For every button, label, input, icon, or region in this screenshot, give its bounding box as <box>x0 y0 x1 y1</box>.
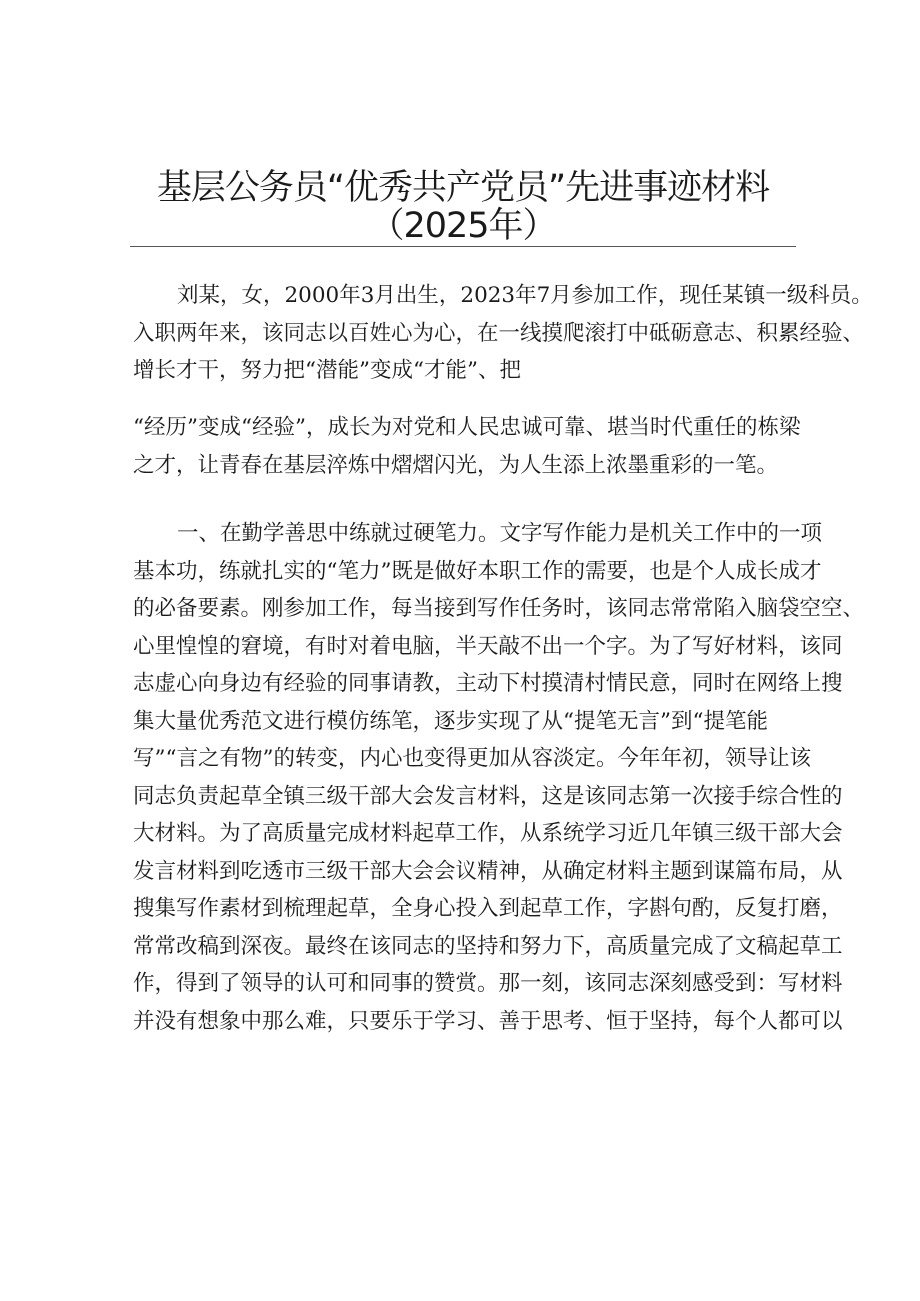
paragraph-line: 一、在勤学善思中练就过硬笔力。文字写作能力是机关工作中的一项 <box>177 521 823 546</box>
document-title-year: （2025年） <box>369 206 557 246</box>
paragraph-line: 的必备要素。刚参加工作，每当接到写作任务时，该同志常常陷入脑袋空空、 <box>133 596 865 621</box>
paragraph-line: 搜集写作素材到梳理起草，全身心投入到起草工作，字斟句酌，反复打磨， <box>133 896 843 921</box>
paragraph-line: 入职两年来，该同志以百姓心为心，在一线摸爬滚打中砥砺意志、积累经验、 <box>133 320 865 346</box>
paragraph-line: 同志负责起草全镇三级干部大会发言材料，这是该同志第一次接手综合性的 <box>133 783 843 809</box>
paragraph-line: 写”“言之有物”的转变，内心也变得更加从容淡定。今年年初，领导让该 <box>133 746 811 771</box>
paragraph-line: 发言材料到吃透市三级干部大会会议精神，从确定材料主题到谋篇布局，从 <box>133 858 843 884</box>
document-title: 基层公务员“优秀共产党员”先进事迹材料 <box>156 168 770 208</box>
paragraph-line: 增长才干，努力把“潜能”变成“才能”、把 <box>133 358 521 383</box>
title-divider <box>130 246 796 247</box>
paragraph-line: 志虚心向身边有经验的同事请教，主动下村摸清村情民意，同时在网络上搜 <box>133 671 843 696</box>
paragraph-line: 作，得到了领导的认可和同事的赞赏。那一刻，该同志深刻感受到：写材料 <box>133 971 843 996</box>
paragraph-line: “经历”变成“经验”，成长为对党和人民忠诚可靠、堪当时代重任的栋梁 <box>133 415 801 440</box>
paragraph-line: 心里惶惶的窘境，有时对着电脑，半天敲不出一个字。为了写好材料，该同 <box>133 633 843 659</box>
paragraph-intro-continued <box>133 409 801 484</box>
paragraph-line: 之才，让青春在基层淬炼中熠熠闪光，为人生添上浓墨重彩的一笔。 <box>133 452 779 478</box>
paragraph-line: 常常改稿到深夜。最终在该同志的坚持和努力下，高质量完成了文稿起草工 <box>133 933 843 959</box>
paragraph-intro <box>133 277 873 390</box>
paragraph-line: 基本功，练就扎实的“笔力”既是做好本职工作的需要，也是个人成长成才 <box>133 558 822 584</box>
paragraph-line: 并没有想象中那么难，只要乐于学习、善于思考、恒于坚持，每个人都可以 <box>133 1008 843 1034</box>
paragraph-line: 集大量优秀范文进行模仿练笔，逐步实现了从“提笔无言”到“提笔能 <box>133 708 768 734</box>
paragraph-line: 刘某，女，2000年3月出生，2023年7月参加工作，现任某镇一级科员。 <box>177 283 873 308</box>
paragraph-section-one <box>133 515 865 1040</box>
paragraph-line: 大材料。为了高质量完成材料起草工作，从系统学习近几年镇三级干部大会 <box>133 821 843 846</box>
